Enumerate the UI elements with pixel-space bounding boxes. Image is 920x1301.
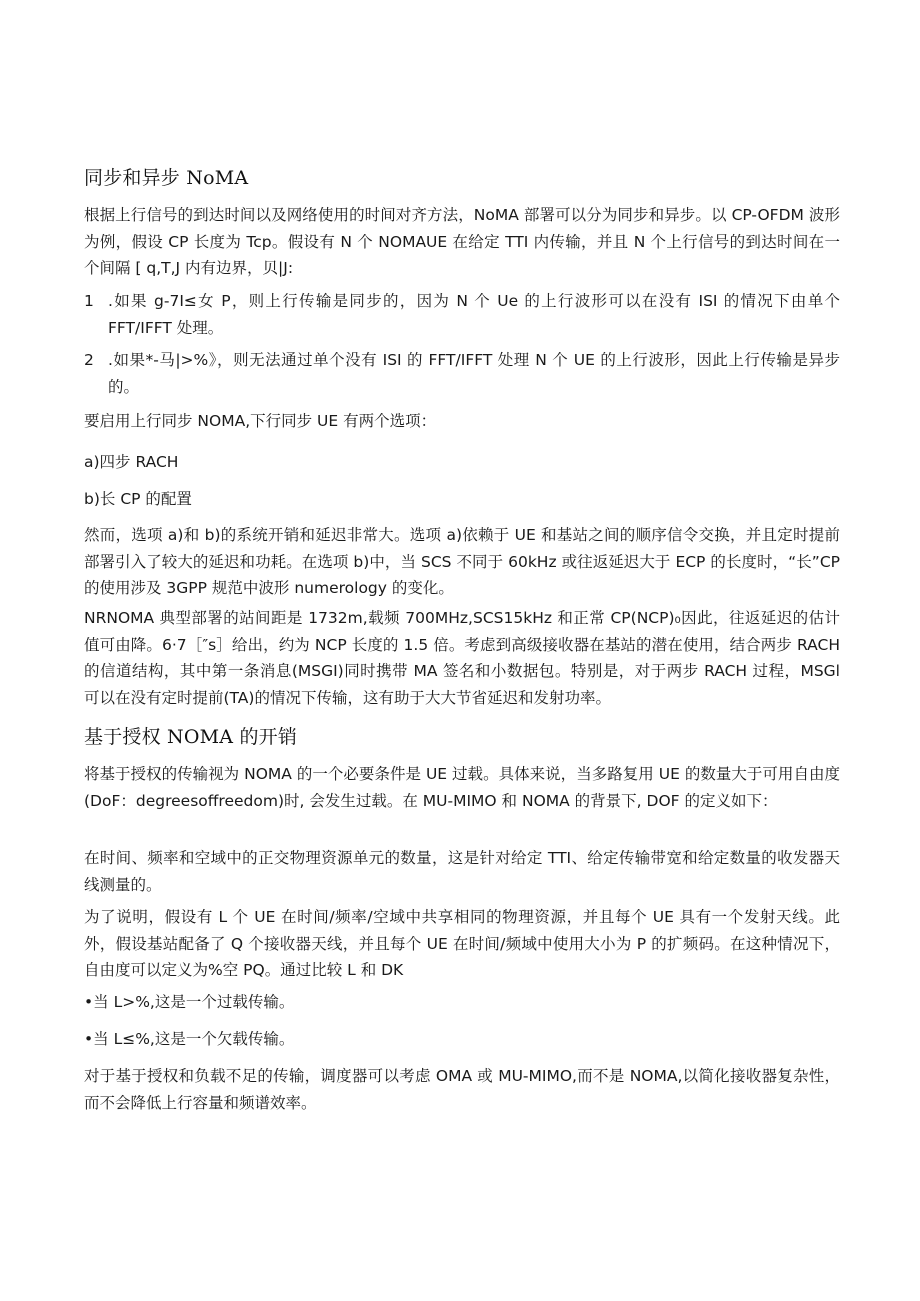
list-item-1 [84, 288, 840, 341]
overload-paragraph: 将基于授权的传输视为 NOMA 的一个必要条件是 UE 过载。具体来说，当多路复用 UE 的数量大于可用自由度(DoF：degreesoffreedom)时, 会发生过载。在 MU-MIMO 和 NOMA 的背景下, DOF 的定义如下： [84, 765, 840, 810]
list-text: .如果*-马|>%》，则无法通过单个没有 ISI 的 FFT/IFFT 处理 N 个 UE 的上行波形，因此上行传输是异步的。 [108, 351, 840, 396]
list-number: 1 [84, 292, 94, 310]
list-text: .如果 g-7I≤女 P，则上行传输是同步的，因为 N 个 Ue 的上行波形可以在没有 ISI 的情况下由单个 FFT/IFFT 处理。 [108, 292, 840, 337]
intro-paragraph: 根据上行信号的到达时间以及网络使用的时间对齐方法，NoMA 部署可以分为同步和异步。以 CP-OFDM 波形为例，假设 CP 长度为 Tcp。假设有 N 个 NOMAUE 在给定 TTI 内传输，并且 N 个上行信号的到达时间在一个间隔 [ q,T,J 内有边界，贝|J: [84, 206, 840, 277]
dof-definition-paragraph: 在时间、频率和空域中的正交物理资源单元的数量，这是针对给定 TTI、给定传输带宽和给定数量的收发器天线测量的。 [84, 849, 840, 894]
however-paragraph: 然而，选项 a)和 b)的系统开销和延迟非常大。选项 a)依赖于 UE 和基站之间的顺序信令交换，并且定时提前部署引入了较大的延迟和功耗。在选项 b)中，当 SCS 不同于 60kHz 或往返延迟大于 ECP 的长度时，“长”CP 的使用涉及 3GPP 规范中波形 numerology 的变化。 [84, 526, 840, 597]
option-b: b)长 CP 的配置 [84, 490, 192, 508]
bullet-underload: •当 L≤%,这是一个欠载传输。 [84, 1030, 295, 1048]
list-item-2 [84, 347, 840, 400]
option-a: a)四步 RACH [84, 453, 179, 471]
bullet-overload: •当 L>%,这是一个过载传输。 [84, 993, 295, 1011]
scheduler-paragraph: 对于基于授权和负载不足的传输，调度器可以考虑 OMA 或 MU-MIMO,而不是 NOMA,以简化接收器复杂性，而不会降低上行容量和频谱效率。 [84, 1067, 840, 1112]
illustration-paragraph: 为了说明，假设有 L 个 UE 在时间/频率/空域中共享相同的物理资源，并且每个 UE 具有一个发射天线。此外，假设基站配备了 Q 个接收器天线，并且每个 UE 在时间/频域中使用大小为 P 的扩频码。在这种情况下，自由度可以定义为%空 PQ。通过比较 L 和 DK [84, 908, 840, 979]
enable-paragraph: 要启用上行同步 NOMA,下行同步 UE 有两个选项： [84, 412, 437, 430]
list-number: 2 [84, 351, 94, 369]
nrnoma-paragraph: NRNOMA 典型部署的站间距是 1732m,载频 700MHz,SCS15kHz 和正常 CP(NCP)₀因此，往返延迟的估计值可由降。6·7［″s］给出，约为 NCP 长度的 1.5 倍。考虑到高级接收器在基站的潜在使用，结合两步 RACH 的信道结构，其中第一条消息(MSGI)同时携带 MA 签名和小数据包。特别是，对于两步 RACH 过程，MSGl 可以在没有定时提前(TA)的情况下传输，这有助于大大节省延迟和发射功率。 [84, 609, 840, 707]
section-title-sync-async: 同步和异步 NoMA [84, 167, 249, 189]
section-title-grant-overhead: 基于授权 NOMA 的开销 [84, 726, 298, 748]
